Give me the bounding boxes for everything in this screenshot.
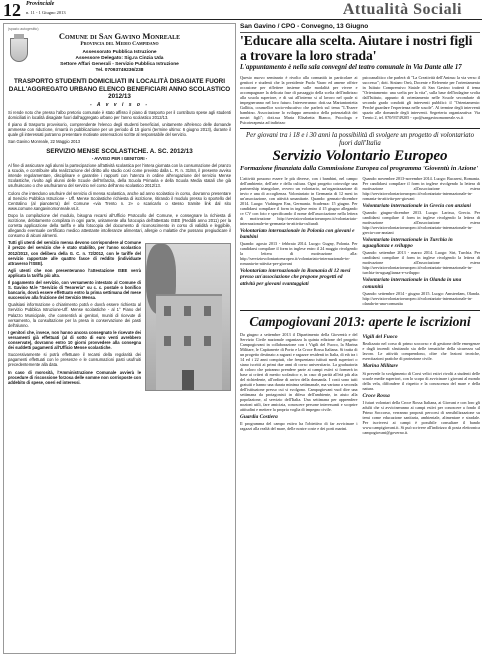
window-shape — [184, 336, 191, 346]
body-text: Realizzato nel corso di primo soccorso e di gestione delle emergenze e dagli incendi sfruttando sia delle tematiche della sicurezza sul lavoro. Le attività comprendono, oltre che lezioni teoriche, esercitazioni pratiche di protezione civile. — [362, 341, 480, 362]
avviso-label: - A v v i s o - — [89, 101, 150, 108]
office-line: Settore Affari Generali - Servizio Pubblica Istruzione — [60, 62, 179, 68]
notice-paragraph: Si rende noto che presso l'albo pretorio comunale è stato affisso il piano di trasporto per il contributo spese agli studenti domiciliati in località disagiate fuori dall'aggregato urbano per l'anno scolastico 2012/13. — [8, 109, 231, 121]
sve-subheadline: Formazione finanziata dalla Commissione Europea col programma 'Gioventù in Azione' — [240, 165, 478, 172]
body-column — [240, 176, 358, 307]
notice-paragraph: Il piano di trasporto provvisorio, comprendente l'elenco degli studenti beneficiari, unitamente all'elenco delle domande ammesse con riduzione, rimarrà in pubblicazione per un periodo di 15 giorni (termine ultimo: 6 giugno 2013), durante il quale gli interessati potranno presentare motivate osservazioni scritte al responsabile del servizio. — [8, 122, 231, 138]
notice-date: San Gavino Monreale, 22 Maggio 2013 — [8, 139, 81, 145]
page-header — [0, 0, 482, 20]
body-text: Il programma del campo estivo ha l'obiettivo di far avvicinare i ragazzi alla realtà del mare, delle nostre coste e dei porti marini. — [240, 421, 358, 432]
body-text: Si prevede lo svolgimento di Corsi velici estivi rivolti a studenti delle scuole medie superiori, con lo scopo di avvicinare i giovani al mondo della vela, diffondere il rispetto e la conoscenza del mare e della natura. — [362, 370, 480, 391]
canteen-headline: SERVIZIO MENSE SCOLASTICHE. A. SC. 2012/13 — [46, 147, 193, 155]
campogiovani-body — [240, 332, 480, 436]
subsection-heading: Marina Militare — [362, 363, 398, 370]
body-text: L'attività possono essere le più diverse, con i bambini, nel campo dell'ambiente, dell'arte e della cultura. Ogni progetto coinvolge una partnership triangolare, ovvero un volontario, un'organizzazione di invio e una di accoglienza. Volontariato in Germania di 12 mesi in un'associazione, con attività umanitarie. Quando: gennaio-dicembre 2014. Luogo: Viahingen Enz, Germania. Scadenza: 15 giugno. Per candidarsi compilare il form in inglese entro il 15 giugno allegando cv CV con foto e specificando il nome dell'associazione nella lettera di motivazione http://serviziovolontarioeuropeo.it/volontariato-internazionale-in-germania-in-attivita-culturali — [240, 175, 358, 226]
body-column — [363, 176, 481, 307]
subsection-heading: Volontariato internazionale in Turchia in uguaglianza e sviluppo — [362, 236, 453, 250]
page-number: 12 — [3, 0, 21, 20]
notice-paragraph: Tutti gli utenti del servizio mensa devono corrispondere al Comune il prezzo del servizio che è stato stabilito, per l'anno scolastico 2012/2013, con delibera della G. C. n. 72/2012, con le tariffe del servizio rapportate alle quattro fasce di reddito (individuate attraverso l'ISEE). — [8, 240, 141, 266]
divider — [240, 128, 480, 129]
notice-paragraph: In caso di morosità, l'Amministrazione Comunale avvierà le procedure di riscossione forzosa delle somme non corrisposte con addebito di spese, oneri ed interessi. — [8, 369, 141, 385]
body-column: psicoanalitico che parlerà di "La Creatività dell'Anima: la via verso il successo"; dott. Siniaeo Orrù, Docente e Referente per l'orientamento in Istituto Comprensivo Statale di San Gavino tratterà il tema "Orientamento: una scelta per la vita", sulla base dell'indagine svolta dall'Istituto, appunto di orientamento nelle Scuole secondarie di secondo grado condotti gli interventi pubblici: il "Orientamento: Perché guardare l'esperienza nelle scuole". Al termine degli interventi spazio alle domande degli interventi. Segreteria organizzativa: Via Trento 2, tel. 070/93749205 - cpo@sangavinomonreale.vs.it — [362, 75, 480, 120]
body-text: Quando: agosto 2013 - febbraio 2014. Luogo: Gugny, Polonia. Per candidarsi compilare il form in inglese entro il 24 maggio rivolgendo la lettera di motivazione alla: http://serviziovolontarioeuropeo.it/volontariato-internazionale-in-romania-in-attivita-per-giovani — [240, 241, 358, 267]
window-shape — [204, 306, 211, 316]
office-info — [8, 50, 231, 74]
notice-paragraph: Agli utenti che non presenteranno l'attestazione ISEE verrà applicata la tariffa più alta. — [8, 267, 141, 278]
office-line: Assessore Delegato: Sig.ra Cinzia Uda — [75, 56, 164, 62]
article-kicker: San Gavino / CPO - Convegno, 13 Giugno — [240, 23, 480, 33]
province-title: Provincia del Medio Campidano — [80, 41, 159, 47]
window-shape — [204, 336, 211, 346]
body-text: I futuri volontari della Croce Rossa Italiana, ai Giovani e con loro gli adulti che si avvicineranno ai campi estivi per conoscere a fondo il Primo Soccorso, verranno proposti percorsi di sensibilizzazione su temi come educazione sanitaria, ambientale, alimentare e stradale. Per iscriversi ai campi è possibile consultare il bando www.campigiovani.it. Si può scrivere all'indirizzo di posta elettronica campogiovani@governo.it. — [362, 399, 480, 435]
municipal-crest-icon — [10, 38, 28, 62]
canteen-subtitle: - AVVISO PER I GENITORI - — [91, 156, 148, 162]
sve-headline: Servizio Volontario Europeo — [272, 148, 448, 164]
notice-paragraph: Successivamente si potrà effettuare il recarsi della regolarità dei pagamenti effettuati con le presenze e le consumazioni pasti usufruiti precedentemente alla data. — [8, 352, 141, 368]
divider — [240, 310, 480, 311]
campogiovani-headline: Campogiovani 2013: aperte le iscrizioni — [249, 313, 471, 329]
window-shape — [184, 306, 191, 316]
subsection-heading: Guardia Costiera — [240, 413, 278, 420]
subsection-heading: Volontariato internazionale in Polonia con giovani e bambini — [240, 227, 355, 240]
transport-headline: TRASPORTO STUDENTI DOMICILIATI IN LOCALITÀ DISAGIATE FUORI DALL'AGGREGATO URBANO ELENCO BENEFICIARI ANNO SCOLASTICO 2012/13 — [8, 78, 231, 100]
convegno-subheadline: L'appuntamento è nella sala convegni del teatro comunale in Via Dante alle 17 — [240, 64, 462, 71]
notice-paragraph: Dopo la compilazione del modulo, bisogna recarsi all'Ufficio Protocollo del Comune, e consegnare la richiesta di iscrizione, debitamente compilata in ogni parte, unitamente alla fotocopia dell'attestato ISEE (Redditi anno 2011) per la corretta applicazione della tariffa e alla fotocopia del documento di riconoscimento in corso di validità e leggibile, allegando eventuale certificato medico attestante intolleranze alimentari, allergie o malattie che possano pregiudicare il consumo di alcuni alimenti. — [8, 212, 231, 239]
convegno-body — [240, 75, 480, 125]
body-text: Quando: settembre 2013 - marzo 2014. Luogo: Sirt, Turchia. Per candidarsi compilare il form in inglese rivolgendo la lettera di motivazione all'associazione estera http://serviziovolontarioeuropeo.it/volontariato-internazionale-in-turchia-in-uguaglianza-e-sviluppo — [362, 250, 480, 276]
news-column — [240, 23, 480, 654]
notice-paragraph: I genitori che, invece, non hanno ancora consegnato le ricevute dei versamenti già effettuati (al di sotto di euro venti avrebbero conservate), dovranno entro 10 giorni provvedere alla consegna dei suddetti pagamenti all'Ufficio Mense scolastiche. — [8, 329, 141, 351]
subsection-heading: Croce Rossa — [362, 392, 390, 399]
body-text: Quando: giugno-dicembre 2013. Luogo: Larissa, Grecia. Per candidarsi compilare il form in inglese rivolgendo la lettera di motivazione all'associazione estera http://serviziovolontarioeuropeo.it/volontariato-internazionale-in-grecia-con-anziani — [362, 209, 480, 235]
notice-paragraph: Al fine di assicurare agli alunni la partecipazione all'attività scolastica per l'intera giornata con la consumazione del pranzo a scuola, e contribuire alla realizzazione del diritto allo studio così come previsto dalla L. R. n. 31/84, il presente avviso intende regolamentare, disciplinare e garantire i rapporti con l'utenza in ordine all'erogazione del servizio Mense Scolastiche, rivolto agli alunni delle Scuole dell'Infanzia, della Scuola Primaria e della Scuola Media statali che già usufruiscono o che usufruiranno del servizio nel corso dell'anno scolastico 2012/13. — [8, 163, 231, 189]
body-column: Questo nuovo seminario è rivolto alla comunità in particolare ai genitori e studenti che la presidente Paola Vaaro ed amene offrire occasione per riflettere insieme sulle modalità per vivere e accompagnare la delicata fase di passaggio della scelta dell'indirizzo alla scuola superiore, e di sui all'interno si al lavoro nel quale si impegneranno nel loro futuro. Interverranno: dott.ssa Mariantonietta Gallitta, counsellor socio-educativo che parlerà sul tema "L'Essere bambino. Associazione lo sviluppo armonico della potenzialità dei nostri figli"; dott.ssa Maria Elisabetta Bianco, Psicologa e Psicoterapeuta ad indirizzo — [240, 75, 358, 125]
subsection-heading: Vigili del Fuoco — [362, 333, 398, 340]
section-title: Attualità Sociali — [342, 1, 462, 18]
body-column — [363, 332, 481, 436]
issue-date: n. 11 - 1 Giugno 2013 — [26, 10, 66, 15]
office-line: Tel. 07093749236/238 — [95, 68, 144, 74]
sve-lead: Per giovani tra i 18 e i 30 anni la possibilità di svolgere un progetto di volontariato fuori dall'Italia — [246, 132, 474, 147]
subsection-heading: Volontariato internazionale in Grecia con anziani — [362, 202, 471, 209]
self-managed-tag: (spazio autogestito) — [8, 27, 39, 31]
town-hall-photo — [145, 243, 231, 391]
body-column — [240, 332, 358, 436]
body-text: Da giugno a settembre 2013 il Dipartimento della Gioventù e del Servizio Civile nazionale organizza la quinta edizione del progetto Campogiovani in collaborazione con i Vigili del Fuoco, la Marina Militare, le Capitanerie di Porto e la Croce Rossa Italiana. Si tratta di un progetto destinato a ragazzi e ragazze residenti in Italia, di età tra i 14 ed i 22 anni compiuti, che frequentano istituti medi superiori o siano iscritti ai primi due anni di corso universitario. La graduatoria di coloro che potranno prendere parte ai campi estivi si formerà in base ai criteri di merito scolastico e, in caso di parità all'età più alta del richiedente, all'ordine di arrivo della domanda. I costi sono tutti gratuiti e hanno una durata minima settimanale, ma variano a seconda dell'istituzione presso cui si svolgono. Campogiovani vuol dire una settimana da protagonisti in difesa dell'ambiente, in aiuto alla popolazione, al servizio dell'Italia. Una settimana per apprendere nozioni utili, fare amicizia, conoscere persone interessanti e scoprire attitudini e mettere la propria voglia di impegno civile. — [240, 331, 358, 412]
door-shape — [182, 370, 194, 390]
notice-paragraph: Coloro che intendono usufruire del servizio di mensa scolastica, anche ad anno scolastico in corso, dovranno presentare al Servizio Pubblica Istruzione - Uff. Mense Scolastiche richiesta di iscrizione, ritirando il modulo presso lo sportello del Centralino (al pianoterra) del Comune «via Trento n. 2» o scaricarlo o stesso tramite link dal sito www.comune.sangavinomonreale.vs.it. — [8, 190, 231, 211]
subsection-heading: Volontariato internazionale in Olanda in una comunità — [362, 277, 462, 290]
municipal-notice-column — [3, 23, 236, 654]
window-shape — [164, 336, 171, 346]
window-shape — [164, 306, 171, 316]
office-line: Assessorato Pubblica Istruzione — [82, 50, 157, 55]
subsection-heading: Volontariato internazionale in Romania di 12 mesi presso un'associazione che propone progetti ed attività per giovani svantaggiati — [240, 268, 351, 287]
sve-body — [240, 176, 480, 307]
notice-paragraph: Il pagamento del servizio, con versamento intestato al Comune di S. Gavino M.le "Servizio di Tesoreria" su c. c. postale o bonifico bancario, dovrà essere effettuato entro la prima settimana del mese successivo alla fruizione del Servizio Mensa. — [8, 280, 142, 301]
comune-title: Comune di San Gavino Monreale — [58, 31, 181, 41]
body-text: Quando: settembre 2014 - giugno 2015. Luogo: Amsterdam, Olanda. http://serviziovolontarioeuropeo.it/volontariato-internazionale-in-olanda-in-una-comunita — [362, 290, 480, 306]
publication-name: Provinciale — [26, 1, 55, 7]
notice-paragraph: Qualsiasi informazione o chiarimento potrà e dovrà essere richiesto al Servizio Pubblica Istruzione-Uff. Mense scolastiche - al 1° Piano del Palazzo Municipale, che consentirà ai genitori, muniti di ricevute di versamento, la consultazione per la presa in conservazione dei pasti dell'alunno. — [8, 302, 141, 328]
body-text: Quando: novembre 2013-novembre 2014. Luogo: Bucarest, Romania. Per candidarsi compilare il form in inglese rivolgendo la lettera di motivazione all'associazione estera http://serviziovolontarioeuropeo.it/volontariato-internazionale-in-romania-in-attivita-per-giovani — [362, 175, 480, 201]
convegno-headline: 'Educare alla scelta. Aiutare i nostri figli a trovare la loro strada' — [240, 33, 473, 63]
